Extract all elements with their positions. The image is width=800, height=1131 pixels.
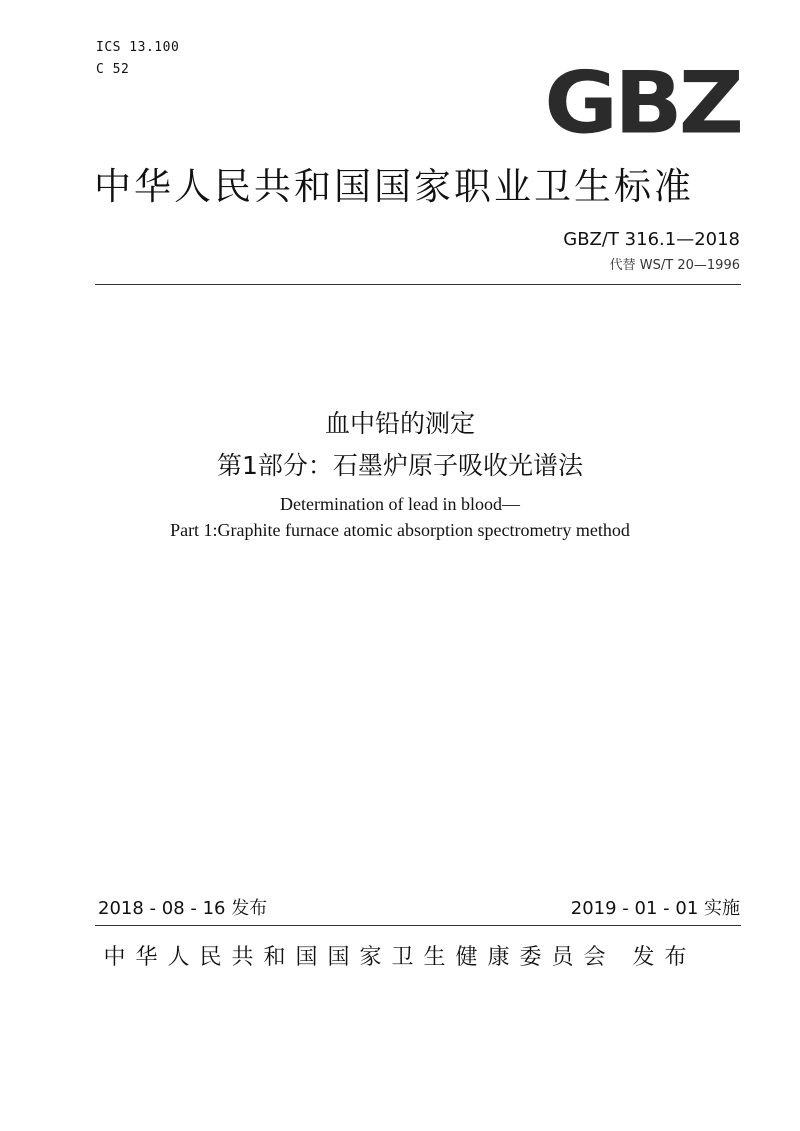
issue-date: 2018 - 08 - 16 发布 (98, 898, 268, 919)
replaces-standard: 代替 WS/T 20—1996 (609, 258, 740, 273)
title-chinese-line1: 血中铅的测定 (324, 409, 475, 438)
top-divider (95, 284, 741, 285)
issuing-authority: 中华人民共和国国家卫生健康委员会 发布 (103, 945, 697, 970)
ccs-code: C 52 (96, 62, 130, 77)
gbz-logo: GBZ (544, 53, 740, 154)
standard-type-title: 中华人民共和国国家职业卫生标准 (94, 165, 694, 208)
title-chinese-line2: 第1部分：石墨炉原子吸收光谱法 (217, 451, 583, 480)
implementation-date: 2019 - 01 - 01 实施 (570, 898, 740, 919)
standard-number: GBZ/T 316.1—2018 (563, 229, 740, 250)
title-english-line2: Part 1:Graphite furnace atomic absorption spectrometry method (170, 520, 630, 540)
title-english-line1: Determination of lead in blood— (280, 494, 520, 514)
bottom-divider (95, 925, 741, 926)
ics-code: ICS 13.100 (96, 40, 180, 55)
